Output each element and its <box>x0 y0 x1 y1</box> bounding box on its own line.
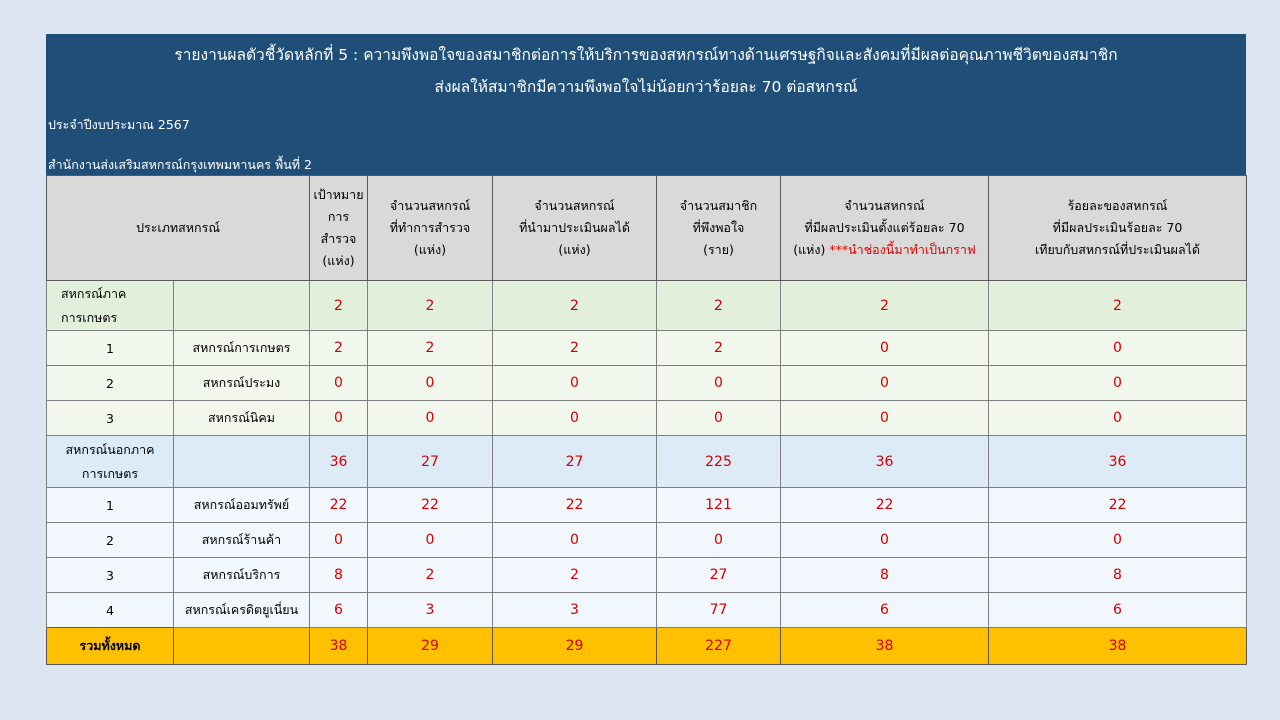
cell-percent: 8 <box>989 558 1247 593</box>
total-members: 227 <box>657 628 781 665</box>
cell-surveyed: 27 <box>368 436 493 488</box>
total-percent: 38 <box>989 628 1247 665</box>
header-passing-percent <box>989 176 1247 281</box>
group-name-l2: การเกษตร <box>61 309 118 325</box>
row-name: สหกรณ์บริการ <box>174 558 310 593</box>
cell-evaluated: 0 <box>493 523 657 558</box>
group-name <box>47 281 174 331</box>
total-surveyed: 29 <box>368 628 493 665</box>
report-title-line2: ส่งผลให้สมาชิกมีความพึงพอใจไม่น้อยกว่าร้อยละ 70 ต่อสหกรณ์ <box>434 78 858 96</box>
cell-evaluated: 27 <box>493 436 657 488</box>
row-index: 3 <box>47 558 174 593</box>
total-label: รวมทั้งหมด <box>47 628 174 665</box>
row-name: สหกรณ์ประมง <box>174 366 310 401</box>
row-index: 2 <box>47 366 174 401</box>
cell-target: 22 <box>310 488 368 523</box>
cell-evaluated: 3 <box>493 593 657 628</box>
group-blank <box>174 436 310 488</box>
results-table <box>46 175 1247 665</box>
cell-members: 225 <box>657 436 781 488</box>
header-target <box>310 176 368 281</box>
cell-target: 36 <box>310 436 368 488</box>
total-blank <box>174 628 310 665</box>
cell-members: 27 <box>657 558 781 593</box>
header-surveyed-l2: ที่ทำการสำรวจ <box>389 220 471 235</box>
header-surveyed <box>368 176 493 281</box>
header-surveyed-l3: (แห่ง) <box>413 242 447 257</box>
header-percent-l3: เทียบกับสหกรณ์ที่ประเมินผลได้ <box>1034 242 1201 257</box>
cell-target: 2 <box>310 331 368 366</box>
row-name: สหกรณ์ออมทรัพย์ <box>174 488 310 523</box>
header-evaluated-l2: ที่นำมาประเมินผลได้ <box>519 220 630 235</box>
row-name: สหกรณ์นิคม <box>174 401 310 436</box>
cell-members: 2 <box>657 281 781 331</box>
row-index: 4 <box>47 593 174 628</box>
table-row <box>47 488 1247 523</box>
header-target-l1: เป้าหมาย <box>313 187 364 202</box>
cell-surveyed: 2 <box>368 558 493 593</box>
cell-percent: 36 <box>989 436 1247 488</box>
header-passing-l3 <box>781 239 988 261</box>
report-header <box>46 34 1246 175</box>
cell-evaluated: 2 <box>493 281 657 331</box>
cell-target: 0 <box>310 523 368 558</box>
header-evaluated-l1: จำนวนสหกรณ์ <box>534 198 615 213</box>
cell-percent: 0 <box>989 331 1247 366</box>
header-type: ประเภทสหกรณ์ <box>47 176 310 281</box>
cell-target: 0 <box>310 401 368 436</box>
cell-passing: 2 <box>781 281 989 331</box>
group-name-l1: สหกรณ์นอกภาค <box>65 441 155 457</box>
header-passing-count <box>781 176 989 281</box>
header-members-l2: ที่พึงพอใจ <box>692 220 745 235</box>
cell-members: 2 <box>657 331 781 366</box>
cell-surveyed: 0 <box>368 366 493 401</box>
header-percent-l2: ที่มีผลประเมินร้อยละ 70 <box>1052 220 1183 235</box>
cell-surveyed: 22 <box>368 488 493 523</box>
header-members-l3: (ราย) <box>703 242 734 257</box>
header-evaluated <box>493 176 657 281</box>
row-name: สหกรณ์เครดิตยูเนี่ยน <box>174 593 310 628</box>
row-index: 3 <box>47 401 174 436</box>
cell-evaluated: 0 <box>493 366 657 401</box>
table-row <box>47 366 1247 401</box>
total-target: 38 <box>310 628 368 665</box>
group-name-l2: การเกษตร <box>81 465 139 481</box>
cell-passing: 0 <box>781 331 989 366</box>
table-row <box>47 331 1247 366</box>
cell-members: 77 <box>657 593 781 628</box>
cell-passing: 36 <box>781 436 989 488</box>
cell-target: 6 <box>310 593 368 628</box>
header-passing-l2: ที่มีผลประเมินตั้งแต่ร้อยละ 70 <box>804 220 965 235</box>
header-graph-note: ***นำช่องนี้มาทำเป็นกราฟ <box>829 242 976 257</box>
office-name: สำนักงานส่งเสริมสหกรณ์กรุงเทพมหานคร พื้นที่ 2 <box>48 157 312 172</box>
header-evaluated-l3: (แห่ง) <box>558 242 591 257</box>
header-passing-l1: จำนวนสหกรณ์ <box>844 198 925 213</box>
header-members-l1: จำนวนสมาชิก <box>679 198 758 213</box>
cell-percent: 6 <box>989 593 1247 628</box>
row-index: 2 <box>47 523 174 558</box>
group-name-l1: สหกรณ์ภาค <box>61 285 127 301</box>
cell-evaluated: 22 <box>493 488 657 523</box>
cell-surveyed: 2 <box>368 281 493 331</box>
cell-members: 0 <box>657 401 781 436</box>
cell-evaluated: 0 <box>493 401 657 436</box>
cell-members: 0 <box>657 523 781 558</box>
row-index: 1 <box>47 331 174 366</box>
header-surveyed-l1: จำนวนสหกรณ์ <box>389 198 471 213</box>
cell-percent: 0 <box>989 523 1247 558</box>
group-row-agricultural <box>47 281 1247 331</box>
table-row <box>47 401 1247 436</box>
fiscal-year: ประจำปีงบประมาณ 2567 <box>48 117 190 132</box>
cell-target: 2 <box>310 281 368 331</box>
report-sheet <box>46 34 1246 665</box>
group-blank <box>174 281 310 331</box>
header-percent-l1: ร้อยละของสหกรณ์ <box>1067 198 1168 213</box>
cell-members: 121 <box>657 488 781 523</box>
header-satisfied-members <box>657 176 781 281</box>
row-name: สหกรณ์การเกษตร <box>174 331 310 366</box>
cell-evaluated: 2 <box>493 558 657 593</box>
row-name: สหกรณ์ร้านค้า <box>174 523 310 558</box>
cell-percent: 22 <box>989 488 1247 523</box>
cell-target: 0 <box>310 366 368 401</box>
cell-target: 8 <box>310 558 368 593</box>
total-row <box>47 628 1247 665</box>
cell-evaluated: 2 <box>493 331 657 366</box>
total-passing: 38 <box>781 628 989 665</box>
cell-passing: 0 <box>781 401 989 436</box>
group-name <box>47 436 174 488</box>
cell-surveyed: 3 <box>368 593 493 628</box>
cell-passing: 22 <box>781 488 989 523</box>
header-passing-unit: (แห่ง) <box>793 242 826 257</box>
cell-surveyed: 0 <box>368 523 493 558</box>
cell-percent: 2 <box>989 281 1247 331</box>
cell-percent: 0 <box>989 401 1247 436</box>
report-title-line1: รายงานผลตัวชี้วัดหลักที่ 5 : ความพึงพอใจของสมาชิกต่อการให้บริการของสหกรณ์ทางด้านเศรษฐกิจและสังคมที่มีผลต่อคุณภาพชีวิตของสมาชิก <box>174 46 1118 64</box>
cell-members: 0 <box>657 366 781 401</box>
cell-passing: 6 <box>781 593 989 628</box>
header-row <box>47 176 1247 281</box>
table-row <box>47 593 1247 628</box>
cell-passing: 0 <box>781 366 989 401</box>
cell-percent: 0 <box>989 366 1247 401</box>
header-target-l4: (แห่ง) <box>322 253 355 268</box>
cell-passing: 8 <box>781 558 989 593</box>
cell-surveyed: 0 <box>368 401 493 436</box>
cell-passing: 0 <box>781 523 989 558</box>
table-row <box>47 523 1247 558</box>
group-row-non-agricultural <box>47 436 1247 488</box>
header-target-l2: การ <box>327 209 350 224</box>
header-target-l3: สำรวจ <box>320 231 357 246</box>
total-evaluated: 29 <box>493 628 657 665</box>
row-index: 1 <box>47 488 174 523</box>
cell-surveyed: 2 <box>368 331 493 366</box>
table-row <box>47 558 1247 593</box>
